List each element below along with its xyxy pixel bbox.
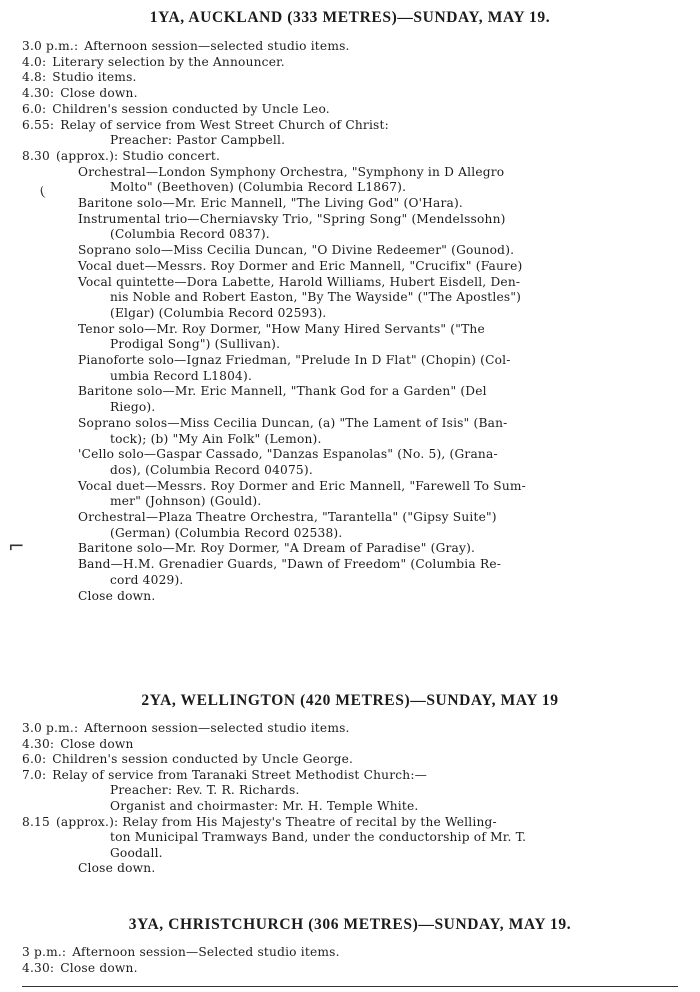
listing-text: Band—H.M. Grenadier Guards, "Dawn of Freedom" (Columbia Re-	[78, 557, 502, 572]
listing-text: Close down.	[78, 861, 156, 876]
time-label: 6.55:	[22, 117, 55, 132]
listing-line	[78, 165, 504, 180]
listing-text: Orchestral—Plaza Theatre Orchestra, "Tarantella" ("Gipsy Suite")	[78, 510, 497, 524]
listing-line	[110, 227, 270, 242]
listing-text: Tenor solo—Mr. Roy Dormer, "How Many Hired Servants" ("The	[78, 321, 485, 336]
listing-line	[110, 526, 342, 541]
time-label: 8.30	[22, 148, 50, 163]
listing-text: (approx.): Relay from His Majesty's Theatre of recital by the Welling-	[55, 814, 497, 829]
listing-text: Close down.	[78, 588, 156, 603]
listing-line	[78, 861, 155, 876]
listing-line	[78, 275, 520, 290]
listing-text: cord 4029).	[110, 572, 184, 587]
margin-pencil-mark: (	[38, 184, 47, 201]
listing-line	[110, 133, 285, 148]
time-label: 3 p.m.:	[22, 945, 67, 959]
listing-line	[22, 102, 330, 117]
listing-text: Riego).	[110, 400, 156, 415]
listing-text: ton Municipal Tramways Band, under the conductorship of Mr. T.	[110, 830, 527, 845]
listing-line	[110, 463, 313, 478]
listing-text: Relay of service from West Street Church of Christ:	[60, 117, 389, 132]
listing-line	[110, 290, 521, 305]
listing-text: Afternoon session—Selected studio items.	[72, 945, 340, 959]
listing-text: Baritone solo—Mr. Eric Mannell, "The Living God" (O'Hara).	[78, 196, 464, 210]
listing-line	[22, 961, 138, 976]
listing-text: dos), (Columbia Record 04075).	[110, 462, 313, 477]
listing-text: Afternoon session—selected studio items.	[84, 721, 350, 735]
time-label: 4.30:	[22, 86, 55, 101]
listing-line	[22, 945, 340, 960]
listing-line	[110, 400, 155, 415]
listing-line	[78, 259, 522, 274]
listing-text: Preacher: Rev. T. R. Richards.	[110, 783, 300, 798]
listing-line	[22, 55, 285, 70]
listing-line	[78, 541, 475, 556]
listing-line	[22, 752, 353, 767]
time-label: 3.0 p.m.:	[22, 39, 79, 53]
listing-line	[78, 557, 501, 572]
listing-text: Children's session conducted by Uncle George.	[52, 752, 354, 767]
listing-text: Studio items.	[52, 70, 137, 85]
listing-text: Literary selection by the Announcer.	[52, 54, 285, 69]
margin-bracket-mark: ⌐	[8, 534, 25, 558]
section-heading: 3YA, CHRISTCHURCH (306 METRES)—SUNDAY, MAY 19.	[128, 916, 572, 933]
time-label: 4.0:	[22, 54, 47, 69]
listing-line	[110, 432, 322, 447]
time-label: 3.0 p.m.:	[22, 721, 79, 735]
listing-text: Prodigal Song") (Sullivan).	[110, 337, 281, 352]
listing-line	[110, 369, 252, 384]
listing-line	[22, 768, 427, 783]
listing-text: Instrumental trio—Cherniavsky Trio, "Spring Song" (Mendelssohn)	[78, 211, 506, 226]
listing-text: Relay of service from Taranaki Street Methodist Church:—	[52, 767, 428, 782]
listing-line	[78, 322, 485, 337]
listing-line	[22, 39, 350, 54]
listing-line	[78, 353, 511, 368]
listing-text: Organist and choirmaster: Mr. H. Temple White.	[110, 799, 419, 813]
listing-text: 'Cello solo—Gaspar Cassado, "Danzas Espanolas" (No. 5), (Grana-	[78, 447, 498, 462]
listing-text: Orchestral—London Symphony Orchestra, "Symphony in D Allegro	[78, 164, 505, 179]
listing-text: Vocal duet—Messrs. Roy Dormer and Eric Mannell, "Farewell To Sum-	[78, 478, 526, 493]
listing-text: nis Noble and Robert Easton, "By The Wayside" ("The Apostles")	[110, 290, 522, 305]
listing-text: Vocal duet—Messrs. Roy Dormer and Eric Mannell, "Crucifix" (Faure)	[78, 258, 523, 273]
listing-line	[78, 447, 498, 462]
listing-text: (Columbia Record 0837).	[110, 227, 270, 242]
listing-text: Close down.	[60, 960, 138, 975]
listing-text: tock); (b) "My Ain Folk" (Lemon).	[110, 431, 322, 446]
section-heading: 2YA, WELLINGTON (420 METRES)—SUNDAY, MAY 19	[141, 692, 559, 709]
listing-text: Soprano solos—Miss Cecilia Duncan, (a) "The Lament of Isis" (Ban-	[78, 415, 508, 430]
listing-text: Close down.	[60, 86, 138, 101]
time-label: 6.0:	[22, 752, 47, 767]
bottom-rule	[22, 986, 678, 987]
listing-line	[78, 384, 487, 399]
listing-text: Afternoon session—selected studio items.	[84, 39, 350, 53]
listing-line	[22, 721, 350, 736]
listing-line	[110, 180, 406, 195]
listing-line	[22, 149, 220, 164]
listing-line	[22, 815, 497, 830]
listing-line	[110, 830, 526, 845]
listing-line	[22, 118, 389, 133]
listing-text: Soprano solo—Miss Cecilia Duncan, "O Divine Redeemer" (Gounod).	[78, 243, 515, 258]
time-label: 6.0:	[22, 101, 47, 116]
listing-line	[78, 479, 526, 494]
listing-line	[110, 306, 327, 321]
listing-line	[78, 416, 507, 431]
listing-text: Pianoforte solo—Ignaz Friedman, "Prelude In D Flat" (Chopin) (Col-	[78, 353, 511, 367]
time-label: 4.8:	[22, 70, 47, 85]
listing-line	[110, 573, 184, 588]
time-label: 8.15	[22, 814, 50, 829]
listing-line	[110, 783, 300, 798]
section-heading: 1YA, AUCKLAND (333 METRES)—SUNDAY, MAY 19.	[149, 9, 551, 26]
listing-text: (approx.): Studio concert.	[55, 148, 221, 163]
listing-line	[78, 243, 514, 258]
listing-line	[110, 846, 163, 861]
listing-text: Baritone solo—Mr. Roy Dormer, "A Dream of Paradise" (Gray).	[78, 541, 476, 556]
listing-line	[110, 494, 261, 509]
listing-line	[78, 589, 155, 604]
listing-text: mer" (Johnson) (Gould).	[110, 494, 262, 509]
listing-line	[22, 737, 134, 752]
listing-text: Children's session conducted by Uncle Leo.	[52, 101, 330, 116]
listing-line	[22, 70, 137, 85]
listing-line	[78, 212, 506, 227]
listing-text: Preacher: Pastor Campbell.	[110, 133, 286, 148]
listing-line	[110, 337, 280, 352]
time-label: 4.30:	[22, 736, 55, 751]
listing-text: Vocal quintette—Dora Labette, Harold Williams, Hubert Eisdell, Den-	[78, 274, 521, 289]
listing-text: Molto" (Beethoven) (Columbia Record L1867).	[110, 180, 407, 195]
time-label: 4.30:	[22, 960, 55, 975]
listing-line	[78, 196, 463, 211]
listing-text: (Elgar) (Columbia Record 02593).	[110, 305, 327, 320]
time-label: 7.0:	[22, 767, 47, 782]
listing-text: Baritone solo—Mr. Eric Mannell, "Thank God for a Garden" (Del	[78, 384, 487, 399]
listing-line	[22, 86, 138, 101]
listing-text: Goodall.	[110, 845, 163, 860]
listing-line	[110, 799, 418, 814]
listing-text: Close down	[60, 736, 134, 751]
listing-text: (German) (Columbia Record 02538).	[110, 525, 343, 540]
listing-text: umbia Record L1804).	[110, 368, 253, 383]
listing-line	[78, 510, 497, 525]
